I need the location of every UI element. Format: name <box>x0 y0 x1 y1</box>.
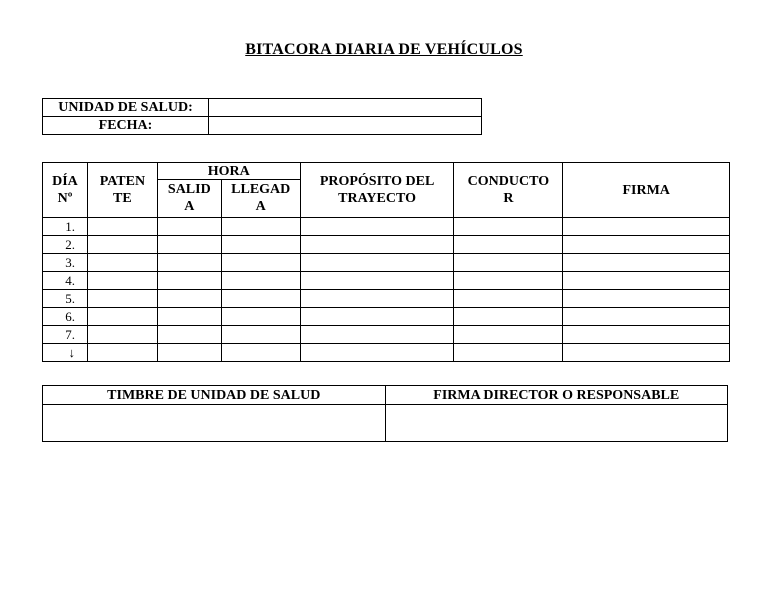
proposito-cell[interactable] <box>300 290 454 308</box>
header-conductor-line2: R <box>503 191 514 206</box>
log-table-body <box>43 218 730 362</box>
unidad-field[interactable] <box>209 99 482 117</box>
llegada-cell[interactable] <box>221 344 300 362</box>
table-row <box>43 326 730 344</box>
row-number: 6. <box>43 308 88 326</box>
row-number: 7. <box>43 326 88 344</box>
header-conductor-line1: CONDUCTO <box>467 174 550 189</box>
patente-cell[interactable] <box>87 344 157 362</box>
table-row <box>43 308 730 326</box>
row-number: 1. <box>43 218 88 236</box>
row-number: 4. <box>43 272 88 290</box>
fecha-label: FECHA: <box>43 117 209 135</box>
firma-cell[interactable] <box>563 290 730 308</box>
director-signature-label: FIRMA DIRECTOR O RESPONSABLE <box>385 386 728 405</box>
firma-cell[interactable] <box>563 236 730 254</box>
conductor-cell[interactable] <box>454 290 563 308</box>
llegada-cell[interactable] <box>221 308 300 326</box>
firma-cell[interactable] <box>563 218 730 236</box>
header-hora: HORA <box>157 163 300 180</box>
header-llegada-line2: A <box>255 199 266 214</box>
vehicle-log-table <box>42 162 730 362</box>
salida-cell[interactable] <box>157 290 221 308</box>
proposito-cell[interactable] <box>300 344 454 362</box>
director-signature-field[interactable] <box>385 405 728 442</box>
header-salida <box>157 180 221 218</box>
firma-cell[interactable] <box>563 344 730 362</box>
llegada-cell[interactable] <box>221 236 300 254</box>
conductor-cell[interactable] <box>454 218 563 236</box>
proposito-cell[interactable] <box>300 218 454 236</box>
header-proposito-line2: TRAYECTO <box>338 191 416 206</box>
salida-cell[interactable] <box>157 236 221 254</box>
header-firma: FIRMA <box>563 163 730 218</box>
document-title: BITACORA DIARIA DE VEHÍCULOS <box>245 41 523 58</box>
header-patente-line2: TE <box>113 191 132 206</box>
proposito-cell[interactable] <box>300 308 454 326</box>
signature-table <box>42 385 728 442</box>
row-number: 3. <box>43 254 88 272</box>
proposito-cell[interactable] <box>300 254 454 272</box>
llegada-cell[interactable] <box>221 218 300 236</box>
patente-cell[interactable] <box>87 254 157 272</box>
salida-cell[interactable] <box>157 254 221 272</box>
timbre-label: TIMBRE DE UNIDAD DE SALUD <box>43 386 386 405</box>
conductor-cell[interactable] <box>454 326 563 344</box>
proposito-cell[interactable] <box>300 326 454 344</box>
patente-cell[interactable] <box>87 272 157 290</box>
firma-cell[interactable] <box>563 272 730 290</box>
conductor-cell[interactable] <box>454 308 563 326</box>
timbre-field[interactable] <box>43 405 386 442</box>
patente-cell[interactable] <box>87 290 157 308</box>
header-llegada <box>221 180 300 218</box>
row-number: 2. <box>43 236 88 254</box>
table-row <box>43 236 730 254</box>
header-patente-line1: PATEN <box>99 174 146 189</box>
llegada-cell[interactable] <box>221 272 300 290</box>
salida-cell[interactable] <box>157 218 221 236</box>
firma-cell[interactable] <box>563 326 730 344</box>
llegada-cell[interactable] <box>221 326 300 344</box>
salida-cell[interactable] <box>157 344 221 362</box>
conductor-cell[interactable] <box>454 344 563 362</box>
salida-cell[interactable] <box>157 326 221 344</box>
patente-cell[interactable] <box>87 236 157 254</box>
patente-cell[interactable] <box>87 326 157 344</box>
table-row <box>43 290 730 308</box>
conductor-cell[interactable] <box>454 272 563 290</box>
header-salida-line1: SALID <box>167 182 211 197</box>
header-llegada-line1: LLEGAD <box>231 182 291 197</box>
table-row <box>43 344 730 362</box>
proposito-cell[interactable] <box>300 272 454 290</box>
firma-cell[interactable] <box>563 254 730 272</box>
llegada-cell[interactable] <box>221 254 300 272</box>
patente-cell[interactable] <box>87 218 157 236</box>
row-number: ↓ <box>43 344 88 362</box>
header-salida-line2: A <box>184 199 195 214</box>
table-row <box>43 218 730 236</box>
table-row <box>43 254 730 272</box>
header-proposito-line1: PROPÓSITO DEL <box>319 174 435 189</box>
salida-cell[interactable] <box>157 272 221 290</box>
header-proposito <box>300 163 454 218</box>
header-dia <box>43 163 88 218</box>
conductor-cell[interactable] <box>454 254 563 272</box>
proposito-cell[interactable] <box>300 236 454 254</box>
header-dia-line2: Nº <box>57 191 73 206</box>
header-patente <box>87 163 157 218</box>
salida-cell[interactable] <box>157 308 221 326</box>
patente-cell[interactable] <box>87 308 157 326</box>
conductor-cell[interactable] <box>454 236 563 254</box>
firma-cell[interactable] <box>563 308 730 326</box>
table-row <box>43 272 730 290</box>
fecha-field[interactable] <box>209 117 482 135</box>
fecha-row <box>43 117 482 135</box>
row-number: 5. <box>43 290 88 308</box>
header-info-table <box>42 98 482 135</box>
header-conductor <box>454 163 563 218</box>
unidad-row <box>43 99 482 117</box>
llegada-cell[interactable] <box>221 290 300 308</box>
header-dia-line1: DÍA <box>52 174 78 189</box>
unidad-label: UNIDAD DE SALUD: <box>43 99 209 117</box>
